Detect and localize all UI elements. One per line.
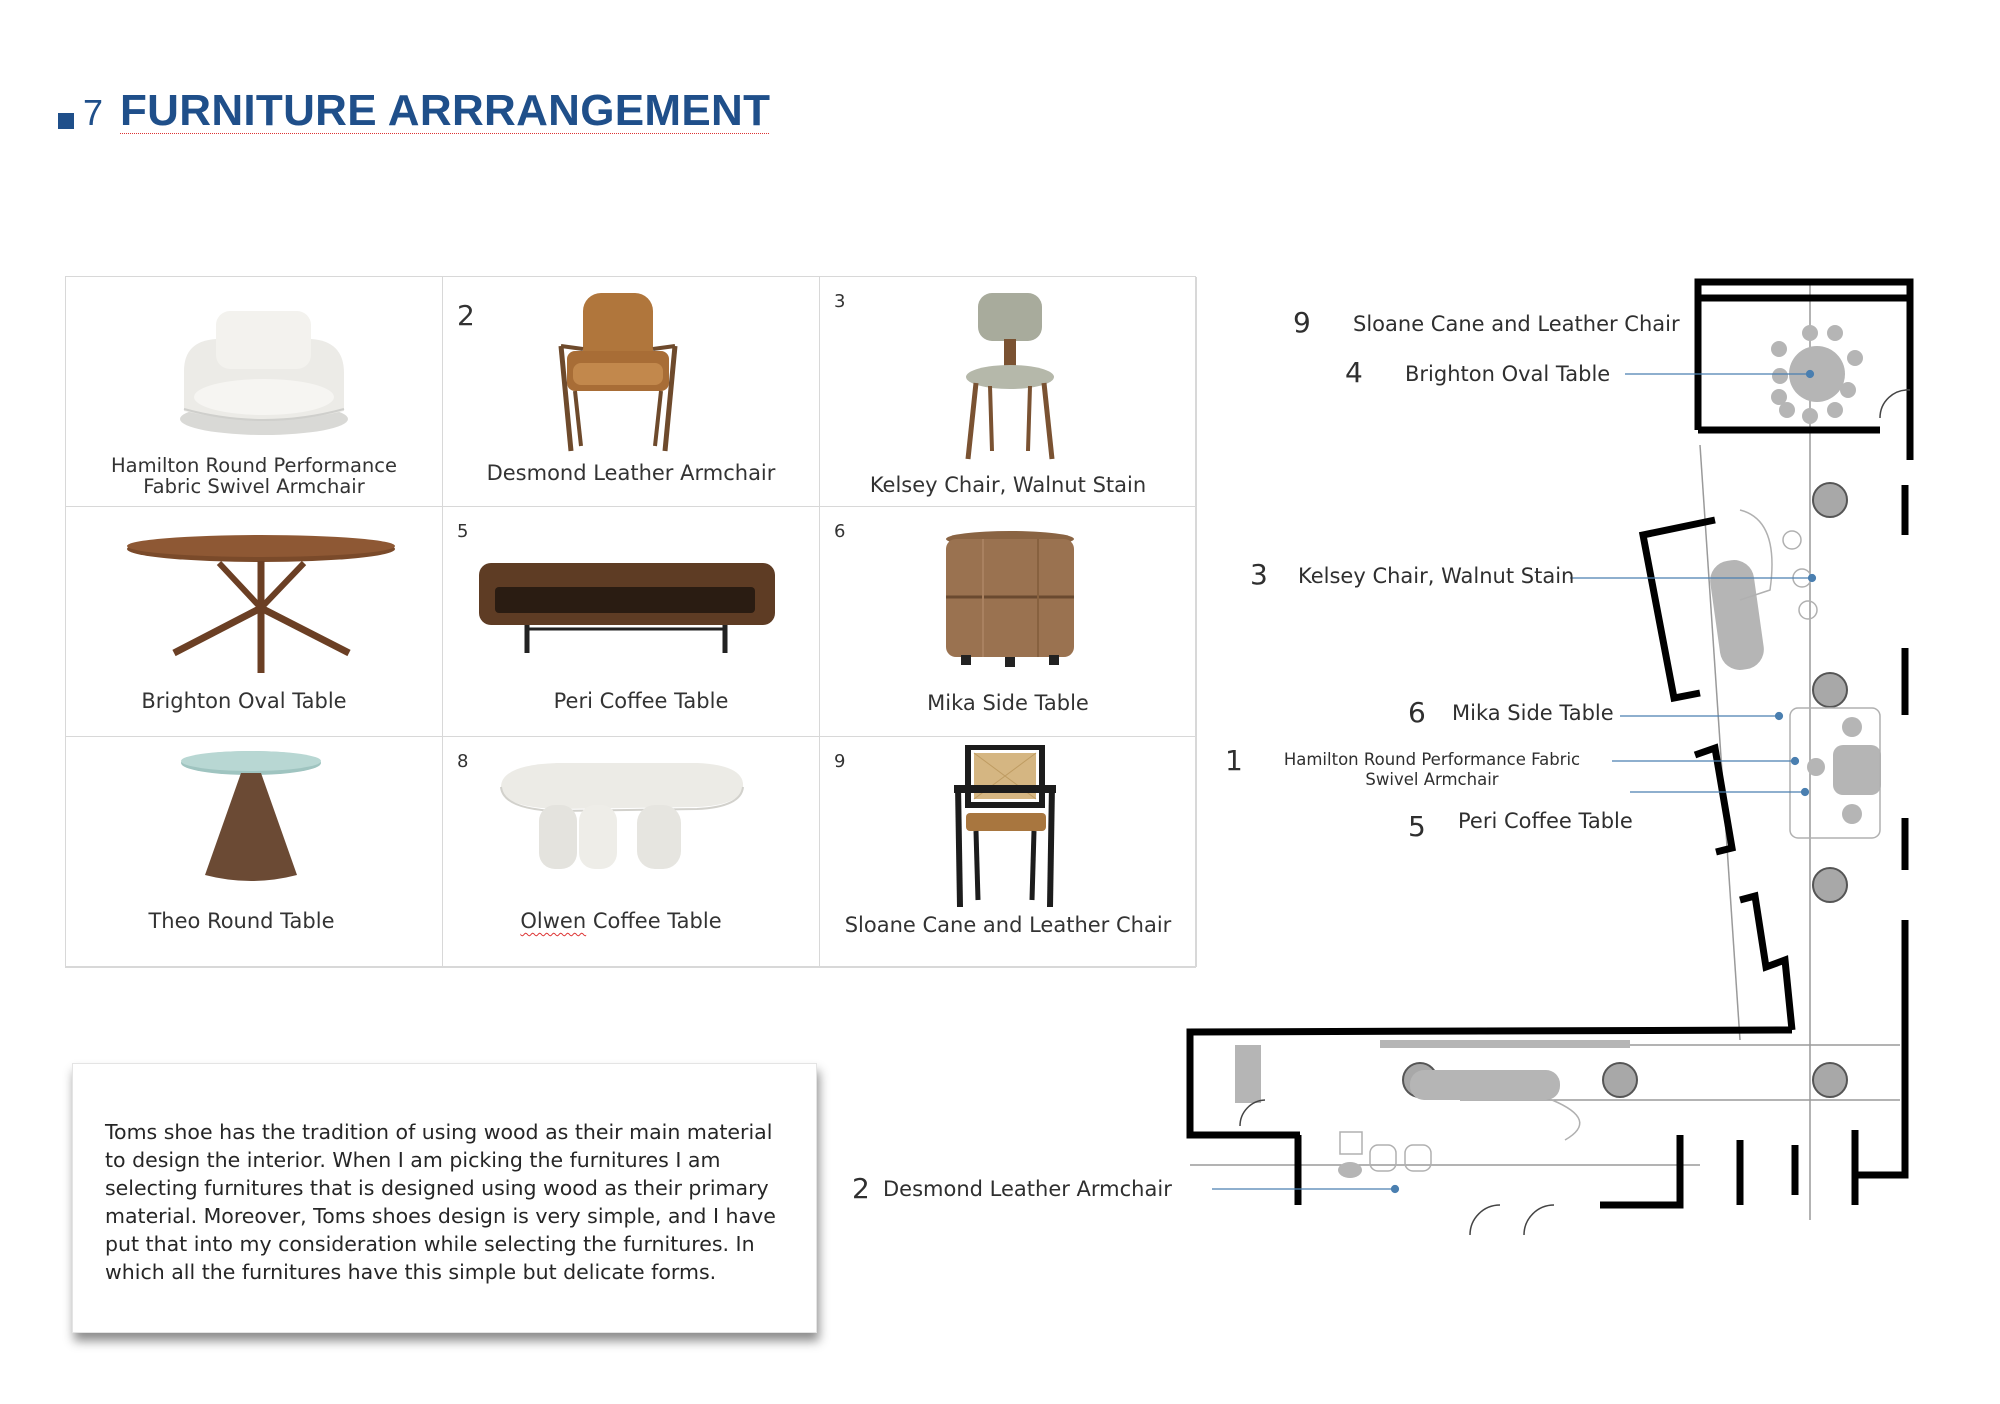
callout-label-mika: Mika Side Table bbox=[1452, 701, 1614, 725]
cell-label: Sloane Cane and Leather Chair bbox=[844, 913, 1172, 937]
page-title: FURNITURE ARRRANGEMENT bbox=[120, 86, 771, 135]
section-number: 7 bbox=[83, 92, 104, 133]
callout-number-desmond: 2 bbox=[852, 1172, 870, 1205]
callout-label-peri: Peri Coffee Table bbox=[1458, 809, 1633, 833]
leader-dot-kelsey bbox=[1809, 575, 1816, 582]
cell-number: 5 bbox=[457, 521, 469, 542]
cell-number: 2 bbox=[457, 299, 475, 332]
leader-dot-brighton bbox=[1807, 371, 1814, 378]
label-part-rest: Coffee Table bbox=[586, 909, 722, 933]
callout-label-desmond: Desmond Leather Armchair bbox=[883, 1177, 1172, 1201]
cell-number: 9 bbox=[834, 751, 846, 772]
leader-dot-desmond bbox=[1392, 1186, 1399, 1193]
cell-label: Kelsey Chair, Walnut Stain bbox=[869, 473, 1147, 497]
callout-number-peri: 5 bbox=[1408, 810, 1426, 843]
cell-number: 6 bbox=[834, 521, 846, 542]
leader-dot-peri bbox=[1802, 789, 1809, 796]
callout-label-brighton: Brighton Oval Table bbox=[1405, 362, 1611, 386]
cell-label: Brighton Oval Table bbox=[141, 689, 347, 713]
cell-number: 8 bbox=[457, 751, 469, 772]
leader-dot-mika bbox=[1776, 713, 1783, 720]
cell-label: Hamilton Round Performance Fabric Swivel Armchair bbox=[110, 454, 398, 498]
cell-label: Theo Round Table bbox=[148, 909, 335, 933]
callout-label-hamilton: Hamilton Round Performance Fabric Swivel Armchair bbox=[1283, 750, 1581, 789]
callout-label-sloane: Sloane Cane and Leather Chair bbox=[1353, 312, 1680, 336]
leader-dot-hamilton bbox=[1792, 758, 1799, 765]
cell-label: Desmond Leather Armchair bbox=[486, 461, 776, 485]
callout-label-kelsey: Kelsey Chair, Walnut Stain bbox=[1298, 564, 1575, 588]
callout-number-brighton: 4 bbox=[1345, 356, 1363, 389]
label-part-olwen: Olwen bbox=[520, 909, 587, 933]
callout-number-kelsey: 3 bbox=[1250, 558, 1268, 591]
cell-number: 3 bbox=[834, 291, 846, 312]
callout-number-hamilton: 1 bbox=[1225, 744, 1243, 777]
description-text: Toms shoe has the tradition of using wood as their main material to design the interior. When I am picking the furnitures I am selecting furnitures that is designed using wood as their primary material. Moreover, Toms shoes design is very simple, and I have put that into my consideration while selecting the furnitures. In which all the furnitures have this simple but delicate forms. bbox=[105, 1120, 776, 1284]
cell-label: Peri Coffee Table bbox=[553, 689, 729, 713]
callout-number-sloane: 9 bbox=[1293, 306, 1311, 339]
cell-label: Mika Side Table bbox=[927, 691, 1089, 715]
callout-number-mika: 6 bbox=[1408, 696, 1426, 729]
